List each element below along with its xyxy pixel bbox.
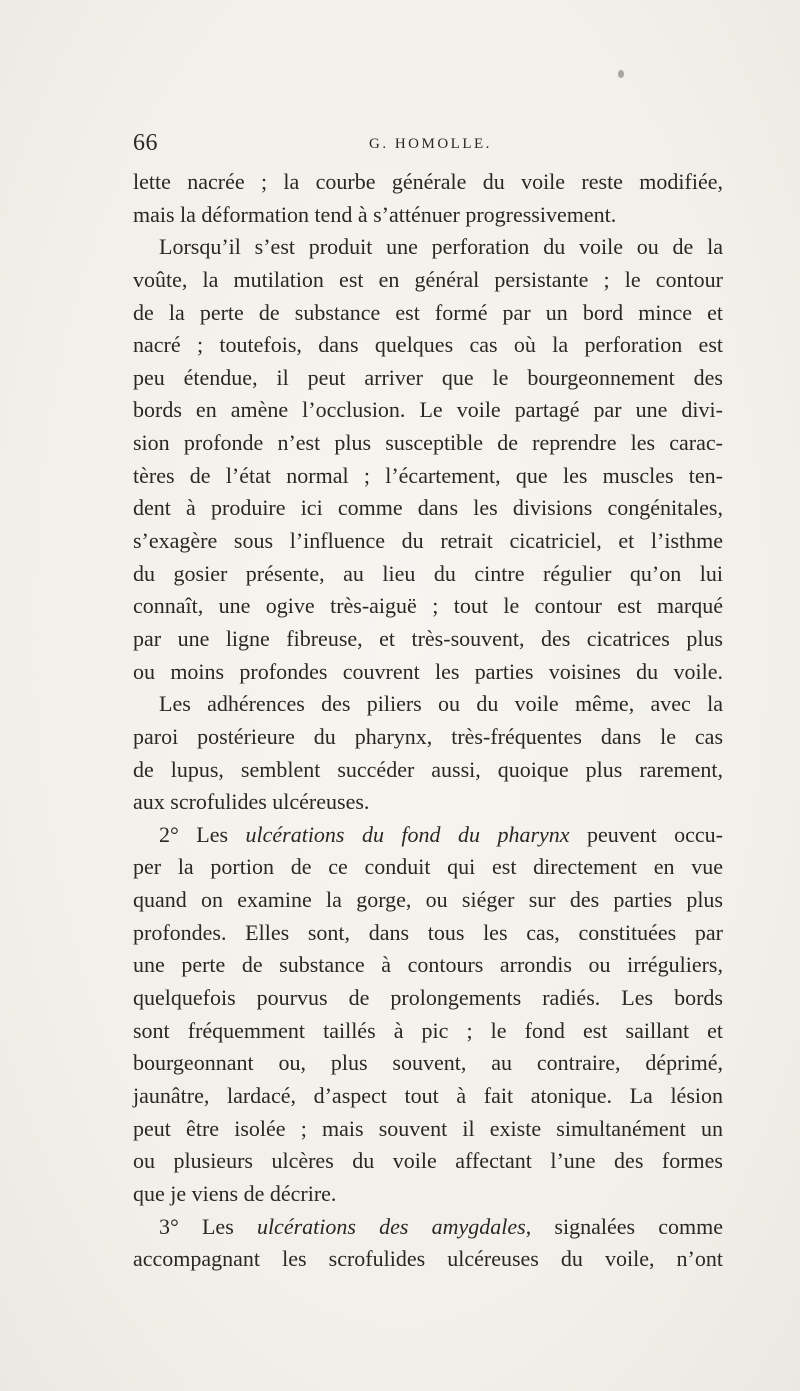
text-line: sont fréquemment taillés à pic ; le fond est saillant et	[133, 1017, 723, 1043]
text-line: que je viens de décrire.	[133, 1180, 337, 1206]
line-suffix: peuvent occu-	[569, 821, 723, 847]
text-line: bords en amène l’occlusion. Le voile partagé par une divi-	[133, 397, 723, 423]
text-line: nacré ; toutefois, dans quelques cas où la perforation est	[133, 332, 723, 358]
line-prefix: 3° Les	[159, 1213, 257, 1239]
page-header	[133, 130, 721, 160]
text-line: paroi postérieure du pharynx, très-fréquentes dans le cas	[133, 723, 723, 749]
text-line: ou moins profondes couvrent les parties voisines du voile.	[133, 658, 723, 684]
text-line: voûte, la mutilation est en général persistante ; le contour	[133, 266, 723, 292]
text-line: de la perte de substance est formé par un bord mince et	[133, 299, 723, 325]
italic-term: ulcérations des amygdales	[256, 1213, 526, 1239]
text-line: quelquefois pourvus de prolongements radiés. Les bords	[133, 985, 723, 1011]
text-line-mixed	[133, 1211, 723, 1244]
text-line: quand on examine la gorge, ou siéger sur des parties plus	[133, 887, 723, 913]
text-line: accompagnant les scrofulides ulcéreuses du voile, n’ont	[133, 1246, 723, 1272]
text-line: per la portion de ce conduit qui est directement en vue	[133, 854, 723, 880]
italic-term: ulcérations du fond du pharynx	[245, 821, 570, 847]
text-line: s’exagère sous l’influence du retrait cicatriciel, et l’isthme	[133, 528, 723, 554]
text-line: de lupus, semblent succéder aussi, quoique plus rarement,	[133, 756, 723, 782]
text-line-mixed	[133, 819, 723, 852]
text-line: Lorsqu’il s’est produit une perforation du voile ou de la	[159, 234, 723, 260]
text-line: peut être isolée ; mais souvent il existe simultanément un	[133, 1115, 723, 1141]
text-line: connaît, une ogive très-aiguë ; tout le contour est marqué	[133, 593, 723, 619]
text-line: par une ligne fibreuse, et très-souvent, des cicatrices plus	[133, 625, 723, 651]
text-line: peu étendue, il peut arriver que le bourgeonnement des	[133, 364, 723, 390]
text-line: une perte de substance à contours arrondis ou irréguliers,	[133, 952, 723, 978]
text-line: bourgeonnant ou, plus souvent, au contraire, déprimé,	[133, 1050, 723, 1076]
text-line: dent à produire ici comme dans les divisions congénitales,	[133, 495, 723, 521]
text-line: jaunâtre, lardacé, d’aspect tout à fait atonique. La lésion	[133, 1082, 723, 1108]
text-line: aux scrofulides ulcéreuses.	[133, 789, 370, 815]
body-text	[133, 166, 723, 1276]
text-line: du gosier présente, au lieu du cintre régulier qu’on lui	[133, 560, 723, 586]
text-line: ou plusieurs ulcères du voile affectant l’une des formes	[133, 1148, 723, 1174]
page-number: 66	[133, 130, 158, 156]
text-line: lette nacrée ; la courbe générale du voile reste modifiée,	[133, 169, 723, 194]
text-line: Les adhérences des piliers ou du voile même, avec la	[159, 691, 723, 717]
running-head: G. HOMOLLE.	[369, 136, 492, 152]
text-line: mais la déformation tend à s’atténuer progressivement.	[133, 201, 617, 227]
text-line: profondes. Elles sont, dans tous les cas, constituées par	[133, 919, 723, 945]
text-line: tères de l’état normal ; l’écartement, que les muscles ten-	[133, 462, 723, 488]
line-suffix: , signalées comme	[525, 1213, 723, 1239]
line-prefix: 2° Les	[159, 821, 246, 847]
paper-speck	[618, 70, 624, 78]
text-line: sion profonde n’est plus susceptible de reprendre les carac-	[133, 430, 723, 456]
